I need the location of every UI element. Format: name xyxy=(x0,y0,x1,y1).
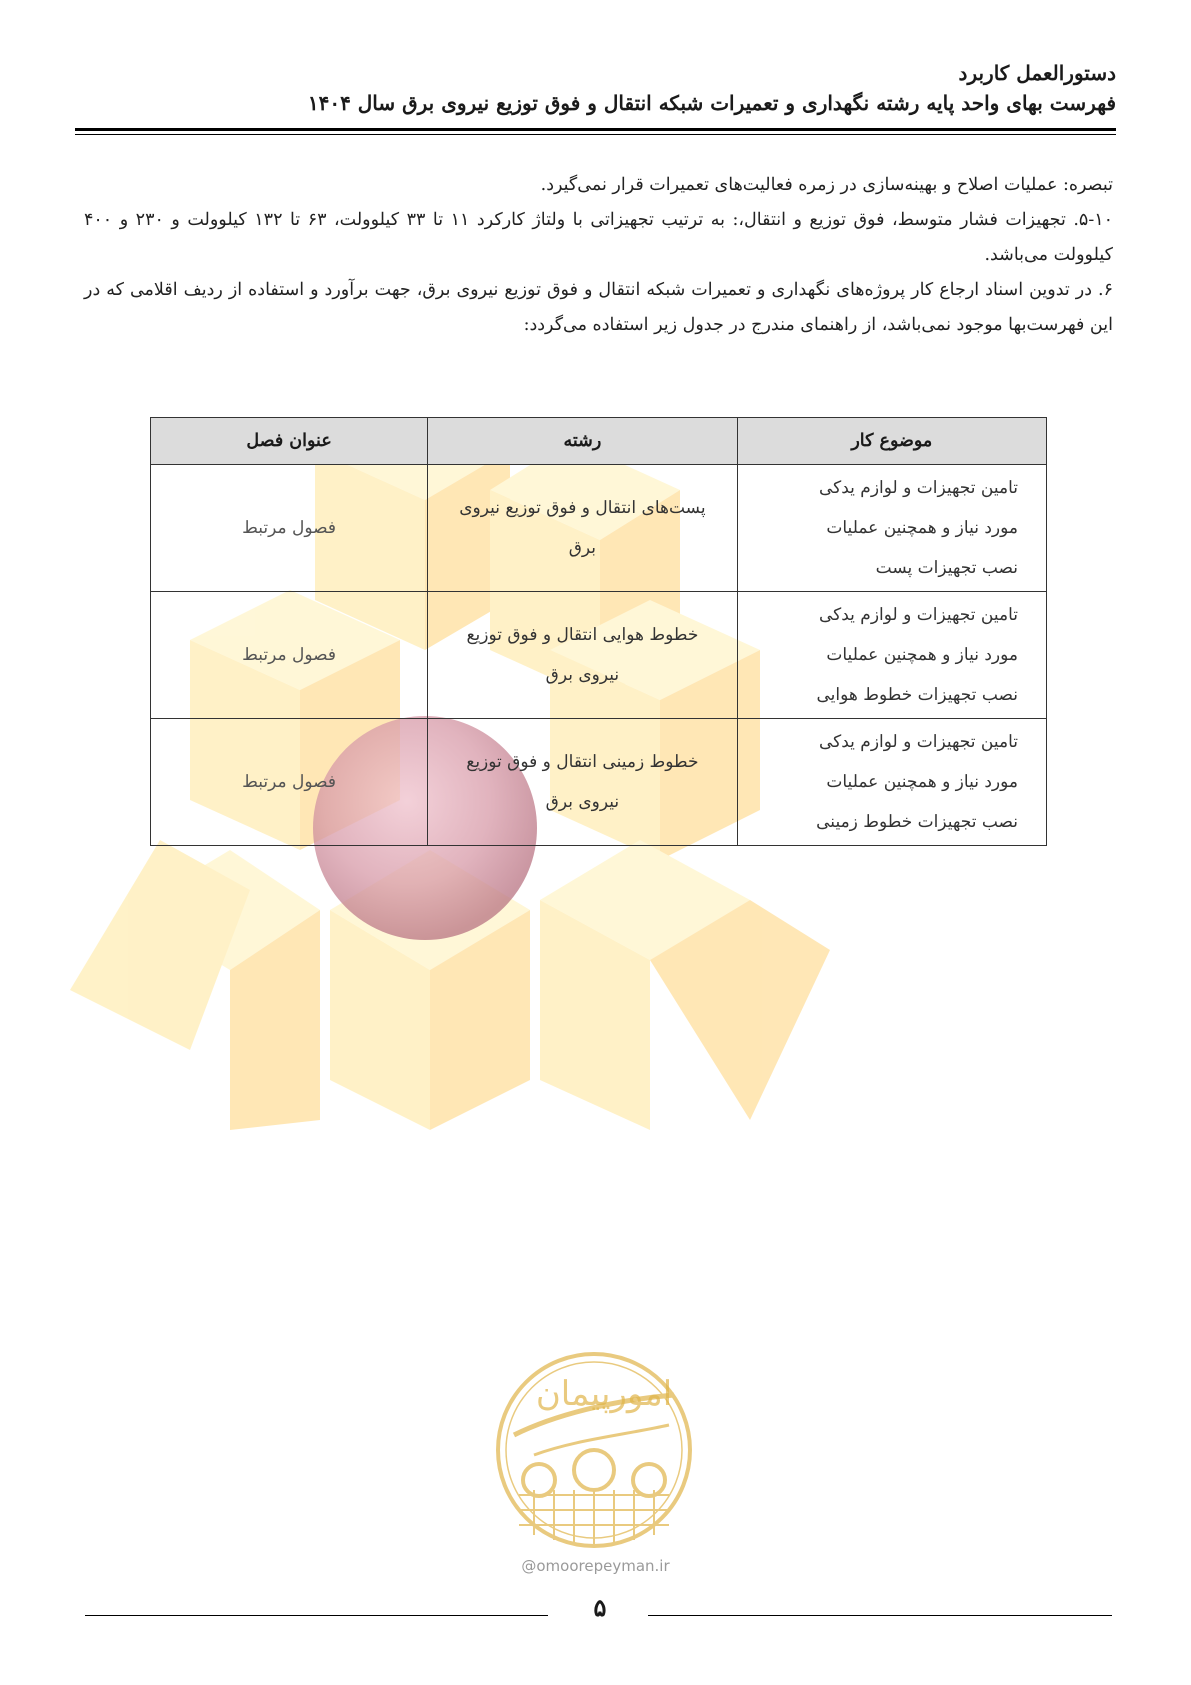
header-rule-thick xyxy=(75,128,1116,131)
cell-text: خطوط زمینی انتقال و فوق توزیع xyxy=(466,752,699,772)
cell-text: نیروی برق xyxy=(545,665,620,685)
cell-chapter: فصول مرتبط xyxy=(151,592,428,719)
header-title: دستورالعمل کاربرد xyxy=(958,61,1116,85)
guide-table xyxy=(150,417,1047,846)
cell-text: مورد نیاز و همچنین عملیات xyxy=(826,518,1018,538)
table-row xyxy=(151,719,1047,846)
table-header-row xyxy=(151,418,1047,465)
note-paragraph: تبصره: عملیات اصلاح و بهینه‌سازی در زمره فعالیت‌های تعمیرات قرار نمی‌گیرد. xyxy=(540,175,1113,195)
cell-subject xyxy=(737,465,1046,592)
omoorepeyman-logo xyxy=(494,1345,694,1555)
cell-text: نصب تجهیزات خطوط هوایی xyxy=(816,685,1018,705)
body-text xyxy=(84,168,1113,343)
header-subtitle: فهرست بهای واحد پایه رشته نگهداری و تعمیرات شبکه انتقال و فوق توزیع نیروی برق سال ۱۴۰۴ xyxy=(307,91,1116,115)
cell-text: مورد نیاز و همچنین عملیات xyxy=(826,772,1018,792)
cell-text: نصب تجهیزات پست xyxy=(875,558,1018,578)
cell-text: برق xyxy=(568,538,597,558)
cell-field xyxy=(428,719,737,846)
header-chapter: عنوان فصل xyxy=(151,418,428,465)
cell-text: مورد نیاز و همچنین عملیات xyxy=(826,645,1018,665)
paragraph-5-10: ۵-۱۰. تجهیزات فشار متوسط، فوق توزیع و انتقال،: به ترتیب تجهیزاتی با ولتاژ کارکرد ۱۱ تا ۳۳ کیلوولت، ۶۳ تا ۱۳۲ کیلوولت و ۲۳۰ و ۴۰۰ کیلوولت می‌باشد. xyxy=(84,210,1114,265)
cell-text: نیروی برق xyxy=(545,792,620,812)
cell-text: تامین تجهیزات و لوازم یدکی xyxy=(818,732,1018,752)
cell-chapter: فصول مرتبط xyxy=(151,719,428,846)
paragraph-6: ۶. در تدوین اسناد ارجاع کار پروژه‌های نگهداری و تعمیرات شبکه انتقال و فوق توزیع نیروی برق، جهت برآورد و استفاده از ردیف اقلامی که در این فهرست‌بها موجود نمی‌باشد، از راهنمای مندرج در جدول زیر استفاده می‌گردد: xyxy=(84,280,1113,335)
table-row xyxy=(151,465,1047,592)
cell-subject xyxy=(737,592,1046,719)
cell-field xyxy=(428,465,737,592)
cell-text: تامین تجهیزات و لوازم یدکی xyxy=(818,605,1018,625)
table-row xyxy=(151,592,1047,719)
cell-chapter: فصول مرتبط xyxy=(151,465,428,592)
website-watermark: @omoorepeyman.ir xyxy=(521,1557,670,1575)
cell-text: نصب تجهیزات خطوط زمینی xyxy=(816,812,1018,832)
header-rule-thin xyxy=(75,134,1116,135)
cell-text: تامین تجهیزات و لوازم یدکی xyxy=(818,478,1018,498)
cell-field xyxy=(428,592,737,719)
logo-text: امورپیمان xyxy=(535,1374,673,1414)
header-field: رشته xyxy=(428,418,737,465)
page-number: ۵ xyxy=(593,1593,607,1622)
cell-text: خطوط هوایی انتقال و فوق توزیع xyxy=(466,625,699,645)
cell-text: پست‌های انتقال و فوق توزیع نیروی xyxy=(459,498,706,518)
footer-rule-left xyxy=(85,1615,548,1616)
footer-rule-right xyxy=(648,1615,1112,1616)
cell-subject xyxy=(737,719,1046,846)
page-header xyxy=(75,58,1116,118)
header-subject: موضوع کار xyxy=(737,418,1046,465)
